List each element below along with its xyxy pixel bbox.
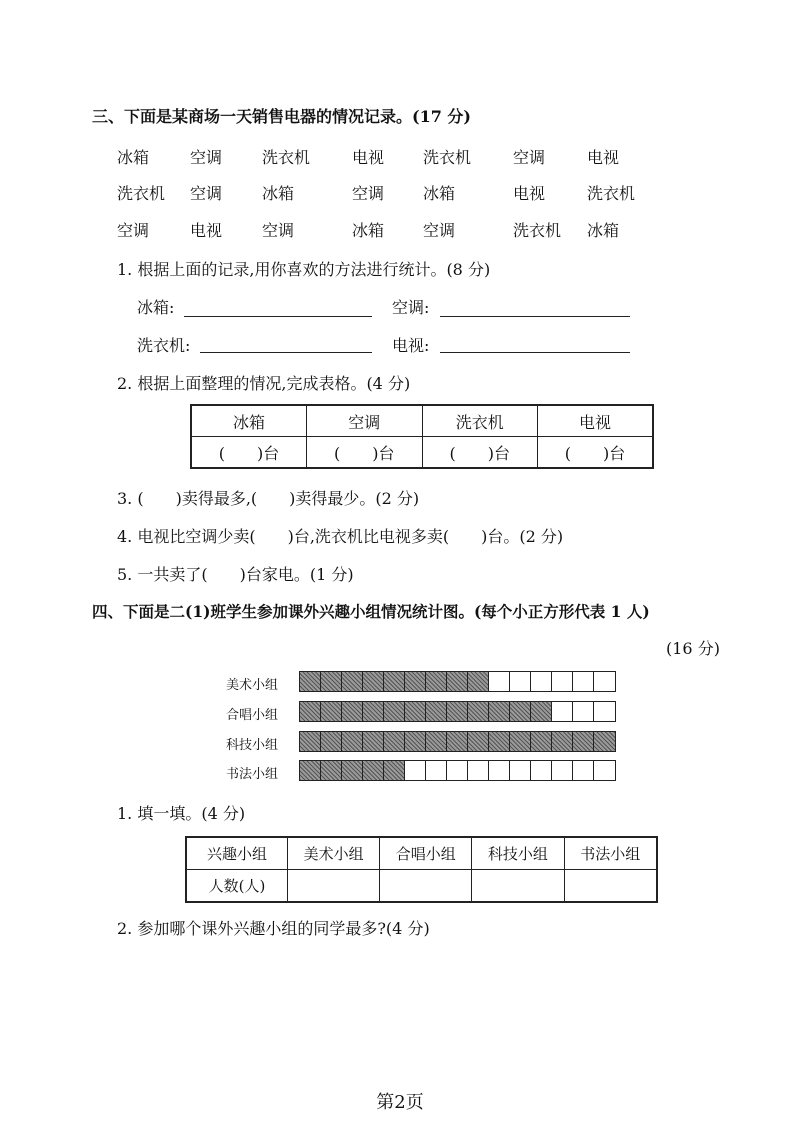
record-item: 空调 bbox=[190, 148, 223, 167]
chart-square-empty bbox=[594, 761, 615, 780]
chart-square-filled bbox=[342, 702, 363, 721]
record-item: 空调 bbox=[352, 184, 385, 203]
table-header: 书法小组 bbox=[564, 837, 657, 870]
chart-category-label: 科技小组 bbox=[226, 738, 279, 753]
chart-square-filled bbox=[321, 732, 342, 751]
chart-square-filled bbox=[594, 732, 615, 751]
chart-square-empty bbox=[573, 672, 594, 691]
chart-square-filled bbox=[468, 732, 489, 751]
row-label: 人数(人) bbox=[186, 870, 288, 903]
field-label-fridge: 冰箱: bbox=[137, 298, 175, 317]
chart-square-filled bbox=[426, 672, 447, 691]
field-label-tv: 电视: bbox=[392, 336, 430, 355]
chart-square-empty bbox=[447, 761, 468, 780]
record-item: 洗衣机 bbox=[117, 184, 166, 203]
chart-category-label: 美术小组 bbox=[226, 678, 279, 693]
chart-square-filled bbox=[489, 732, 510, 751]
chart-category-label: 书法小组 bbox=[226, 767, 279, 782]
chart-square-empty bbox=[510, 761, 531, 780]
section4-title: 四、下面是二(1)班学生参加课外兴趣小组情况统计图。(每个小正方形代表 1 人) bbox=[92, 602, 650, 621]
chart-square-filled bbox=[363, 702, 384, 721]
chart-square-filled bbox=[321, 761, 342, 780]
chart-square-filled bbox=[363, 761, 384, 780]
chart-square-filled bbox=[384, 702, 405, 721]
chart-square-empty bbox=[489, 672, 510, 691]
record-item: 洗衣机 bbox=[513, 221, 562, 240]
field-label-washer: 洗衣机: bbox=[137, 336, 191, 355]
chart-square-filled bbox=[405, 702, 426, 721]
chart-square-filled bbox=[342, 732, 363, 751]
table-header: 空调 bbox=[307, 405, 423, 437]
record-item: 空调 bbox=[423, 221, 456, 240]
chart-square-empty bbox=[405, 761, 426, 780]
chart-square-filled bbox=[363, 672, 384, 691]
chart-square-filled bbox=[552, 732, 573, 751]
table-header: 兴趣小组 bbox=[186, 837, 288, 870]
chart-square-filled bbox=[447, 672, 468, 691]
chart-square-filled bbox=[300, 732, 321, 751]
chart-square-filled bbox=[510, 732, 531, 751]
answer-line-tv[interactable] bbox=[440, 352, 630, 353]
chart-bar-calligraphy bbox=[299, 760, 616, 781]
chart-square-filled bbox=[405, 732, 426, 751]
record-item: 洗衣机 bbox=[423, 148, 472, 167]
sales-table bbox=[190, 404, 654, 469]
chart-category-label: 合唱小组 bbox=[226, 708, 279, 723]
record-item: 电视 bbox=[513, 184, 546, 203]
record-item: 冰箱 bbox=[117, 148, 150, 167]
record-item: 空调 bbox=[117, 221, 150, 240]
table-header: 洗衣机 bbox=[422, 405, 538, 437]
chart-square-filled bbox=[573, 732, 594, 751]
table-row bbox=[186, 870, 657, 903]
chart-bar-art bbox=[299, 671, 616, 692]
table-answer-cell[interactable] bbox=[380, 870, 472, 903]
table-answer-cell[interactable]: ( )台 bbox=[538, 437, 654, 469]
q3-text: 3. ( )卖得最多,( )卖得最少。(2 分) bbox=[117, 489, 420, 508]
q4-text: 4. 电视比空调少卖( )台,洗衣机比电视多卖( )台。(2 分) bbox=[117, 527, 564, 546]
chart-square-empty bbox=[531, 761, 552, 780]
record-item: 电视 bbox=[352, 148, 385, 167]
chart-bar-tech bbox=[299, 731, 616, 752]
chart-square-filled bbox=[342, 672, 363, 691]
chart-square-filled bbox=[468, 702, 489, 721]
record-item: 洗衣机 bbox=[262, 148, 311, 167]
chart-square-filled bbox=[510, 702, 531, 721]
table-answer-cell[interactable] bbox=[472, 870, 564, 903]
field-label-ac: 空调: bbox=[392, 298, 430, 317]
chart-square-filled bbox=[321, 672, 342, 691]
s4-q2-text: 2. 参加哪个课外兴趣小组的同学最多?(4 分) bbox=[117, 919, 430, 938]
record-item: 空调 bbox=[513, 148, 546, 167]
q1-text: 1. 根据上面的记录,用你喜欢的方法进行统计。(8 分) bbox=[117, 260, 491, 279]
chart-square-empty bbox=[594, 702, 615, 721]
chart-square-empty bbox=[531, 672, 552, 691]
q2-text: 2. 根据上面整理的情况,完成表格。(4 分) bbox=[117, 374, 411, 393]
table-answer-cell[interactable]: ( )台 bbox=[191, 437, 307, 469]
chart-square-filled bbox=[468, 672, 489, 691]
table-header: 科技小组 bbox=[472, 837, 564, 870]
chart-square-filled bbox=[300, 761, 321, 780]
q5-text: 5. 一共卖了( )台家电。(1 分) bbox=[117, 565, 354, 584]
record-item: 电视 bbox=[587, 148, 620, 167]
record-item: 冰箱 bbox=[587, 221, 620, 240]
chart-square-filled bbox=[300, 672, 321, 691]
section3-title: 三、下面是某商场一天销售电器的情况记录。(17 分) bbox=[92, 107, 471, 126]
table-header: 美术小组 bbox=[288, 837, 380, 870]
chart-square-empty bbox=[573, 702, 594, 721]
chart-square-empty bbox=[594, 672, 615, 691]
table-answer-cell[interactable] bbox=[288, 870, 380, 903]
chart-square-filled bbox=[384, 761, 405, 780]
chart-square-empty bbox=[552, 761, 573, 780]
chart-square-filled bbox=[489, 702, 510, 721]
table-header: 合唱小组 bbox=[380, 837, 472, 870]
chart-square-empty bbox=[468, 761, 489, 780]
chart-square-filled bbox=[447, 702, 468, 721]
chart-square-empty bbox=[426, 761, 447, 780]
chart-bar-choir bbox=[299, 701, 616, 722]
chart-square-filled bbox=[531, 702, 552, 721]
record-item: 冰箱 bbox=[352, 221, 385, 240]
table-header: 电视 bbox=[538, 405, 654, 437]
s4-q1-text: 1. 填一填。(4 分) bbox=[117, 804, 246, 823]
answer-line-fridge[interactable] bbox=[184, 316, 372, 317]
chart-square-filled bbox=[300, 702, 321, 721]
chart-square-empty bbox=[573, 761, 594, 780]
answer-line-ac[interactable] bbox=[440, 316, 630, 317]
record-item: 空调 bbox=[190, 184, 223, 203]
chart-square-filled bbox=[321, 702, 342, 721]
chart-square-filled bbox=[447, 732, 468, 751]
chart-square-filled bbox=[426, 702, 447, 721]
interest-group-table bbox=[185, 836, 658, 903]
table-header: 冰箱 bbox=[191, 405, 307, 437]
chart-square-empty bbox=[552, 672, 573, 691]
chart-square-empty bbox=[510, 672, 531, 691]
chart-square-filled bbox=[342, 761, 363, 780]
section4-score: (16 分) bbox=[666, 639, 720, 658]
chart-square-filled bbox=[384, 732, 405, 751]
table-answer-cell[interactable]: ( )台 bbox=[422, 437, 538, 469]
table-row bbox=[191, 437, 653, 469]
page-number: 第2页 bbox=[376, 1092, 424, 1113]
chart-square-filled bbox=[384, 672, 405, 691]
table-row bbox=[186, 837, 657, 870]
chart-square-empty bbox=[489, 761, 510, 780]
chart-square-filled bbox=[405, 672, 426, 691]
record-item: 冰箱 bbox=[262, 184, 295, 203]
table-answer-cell[interactable]: ( )台 bbox=[307, 437, 423, 469]
record-item: 电视 bbox=[190, 221, 223, 240]
chart-square-filled bbox=[363, 732, 384, 751]
record-item: 冰箱 bbox=[423, 184, 456, 203]
record-item: 洗衣机 bbox=[587, 184, 636, 203]
answer-line-washer[interactable] bbox=[200, 352, 372, 353]
chart-square-filled bbox=[426, 732, 447, 751]
record-item: 空调 bbox=[262, 221, 295, 240]
table-answer-cell[interactable] bbox=[564, 870, 657, 903]
chart-square-filled bbox=[531, 732, 552, 751]
chart-square-empty bbox=[552, 702, 573, 721]
table-row bbox=[191, 405, 653, 437]
